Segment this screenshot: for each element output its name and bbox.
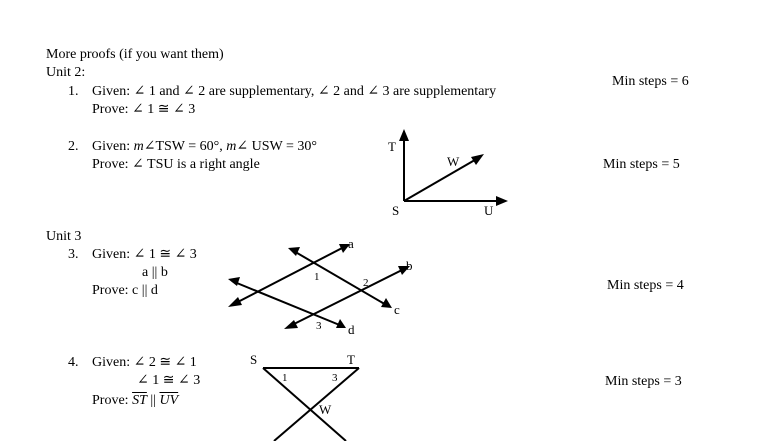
problem3-min-steps: Min steps = 4 (607, 278, 684, 293)
arrowhead-b-start (284, 320, 298, 329)
problem2-figure (380, 125, 520, 220)
problem4-given-2: ∠ 1 ≅ ∠ 3 (137, 373, 201, 388)
label-d: d (348, 322, 355, 337)
problem3-prove: Prove: c || d (92, 283, 158, 298)
label-a: a (348, 236, 354, 251)
label-t: T (347, 352, 355, 367)
problem2-min-steps: Min steps = 5 (603, 157, 680, 172)
angle-label-2: 2 (363, 277, 369, 289)
arrowhead-a-start (228, 297, 242, 307)
problem1-min-steps: Min steps = 6 (612, 74, 689, 89)
line-c (292, 250, 388, 306)
problem2-given: Given: m∠TSW = 60°, m∠ USW = 30° (92, 139, 317, 154)
problem4-prove: Prove: $\overline{ST}$ || $\overline{UV}$ (92, 393, 179, 408)
problem3-number: 3. (68, 247, 79, 262)
label-c: c (394, 302, 400, 317)
arrowhead-w (471, 154, 484, 165)
header-title: More proofs (if you want them) (46, 47, 224, 62)
unit3-heading: Unit 3 (46, 229, 82, 244)
problem1-given: Given: ∠ 1 and ∠ 2 are supplementary, ∠ 2 and ∠ 3 are supplementary (92, 84, 497, 99)
problem4-min-steps: Min steps = 3 (605, 374, 682, 389)
arrowhead-d-start (228, 277, 240, 286)
problem3-given-2: a || b (142, 265, 168, 280)
label-b: b (406, 258, 413, 273)
problem3-given: Given: ∠ 1 ≅ ∠ 3 (92, 247, 197, 262)
arrowhead-u (496, 196, 508, 206)
angle-label-3: 3 (332, 372, 338, 384)
label-w: W (447, 154, 460, 169)
label-t: T (388, 139, 396, 154)
problem2-number: 2. (68, 139, 79, 154)
problem2-prove: Prove: ∠ TSU is a right angle (92, 157, 260, 172)
problem4-figure (244, 350, 374, 441)
label-s: S (250, 352, 258, 367)
line-a (232, 246, 346, 305)
line-b (288, 268, 406, 327)
ray-sw (404, 157, 480, 201)
label-u: U (484, 203, 494, 218)
line-d (232, 281, 342, 326)
angle-label-3: 3 (316, 320, 322, 332)
problem1-number: 1. (68, 84, 79, 99)
problem1-prove: Prove: ∠ 1 ≅ ∠ 3 (92, 102, 196, 117)
angle-label-1: 1 (314, 271, 320, 283)
arrowhead-t (399, 129, 409, 141)
problem4-number: 4. (68, 355, 79, 370)
label-s: S (392, 203, 400, 218)
unit2-heading: Unit 2: (46, 65, 86, 80)
label-w: W (319, 402, 332, 417)
problem4-given: Given: ∠ 2 ≅ ∠ 1 (92, 355, 197, 370)
angle-label-1: 1 (282, 372, 288, 384)
problem3-figure (220, 232, 420, 338)
